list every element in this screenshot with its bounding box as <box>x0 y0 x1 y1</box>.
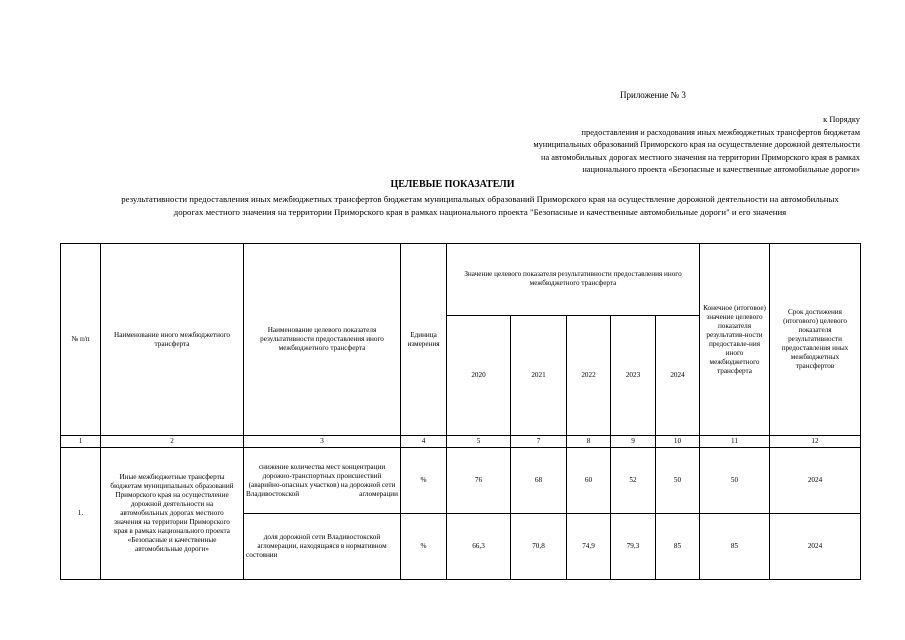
header-indicator-name: Наименование целевого показателя результативности предоставления иного межбюджетного трансферта <box>244 244 401 436</box>
table-row <box>61 448 861 514</box>
header-year: 2020 <box>447 316 511 436</box>
indicator-name: доля дорожной сети Владивостокской агломерации, находящаяся в нормативном состоянии <box>244 514 401 580</box>
column-number: 8 <box>567 436 611 448</box>
order-reference <box>440 114 860 177</box>
column-number: 5 <box>447 436 511 448</box>
unit-cell: % <box>401 514 447 580</box>
value-cell: 74,9 <box>567 514 611 580</box>
column-number: 4 <box>401 436 447 448</box>
value-cell: 68 <box>511 448 567 514</box>
value-cell: 76 <box>447 448 511 514</box>
column-number: 12 <box>770 436 861 448</box>
indicator-name: снижение количества мест концентрации дорожно-транспортных происшествий (аварийно-опасных участков) на дорожной сети Владивостокской агломерации <box>244 448 401 514</box>
deadline-cell: 2024 <box>770 448 861 514</box>
document-title: ЦЕЛЕВЫЕ ПОКАЗАТЕЛИ <box>390 179 515 190</box>
value-cell: 50 <box>656 448 700 514</box>
header-year: 2024 <box>656 316 700 436</box>
column-number: 11 <box>700 436 770 448</box>
header-final-value: Конечное (итоговое) значение целевого показателя результатив-ности предоставле-ния иного межбюджетного трансферта <box>700 244 770 436</box>
value-cell: 70,8 <box>511 514 567 580</box>
row-number: 1. <box>61 448 101 580</box>
value-cell: 60 <box>567 448 611 514</box>
value-cell: 79,3 <box>611 514 656 580</box>
order-reference-line: к Порядку <box>823 115 860 124</box>
header-num: № п/п <box>61 244 101 436</box>
header-deadline: Срок достижения (итогового) целевого показателя результативности предоставления иных межбюджетных трансфертов <box>770 244 861 436</box>
column-number: 7 <box>511 436 567 448</box>
deadline-cell: 2024 <box>770 514 861 580</box>
column-number: 10 <box>656 436 700 448</box>
order-reference-line: предоставления и расходования иных межбюджетных трансфертов бюджетам <box>581 127 860 137</box>
header-values-group: Значение целевого показателя результативности предоставления иного межбюджетного трансферта <box>447 244 700 316</box>
transfer-name: Иные межбюджетные трансферты бюджетам муниципальных образований Приморского края на осуществление дорожной деятельности на автомобильных дорогах местного значения на территории Приморского края в рамках национального проекта «Безопасные и качественные автомобильные дороги» <box>101 448 244 580</box>
annex-label: Приложение № 3 <box>620 90 686 100</box>
final-value-cell: 50 <box>700 448 770 514</box>
column-number: 2 <box>101 436 244 448</box>
final-value-cell: 85 <box>700 514 770 580</box>
column-number: 9 <box>611 436 656 448</box>
order-reference-line: муниципальных образований Приморского края на осуществление дорожной деятельности <box>533 140 860 149</box>
indicators-table <box>60 243 861 580</box>
unit-cell: % <box>401 448 447 514</box>
header-year: 2023 <box>611 316 656 436</box>
order-reference-line: на автомобильных дорогах местного значения на территории Приморского края в рамках <box>541 152 860 162</box>
header-transfer-name: Наименование иного межбюджетного трансферта <box>101 244 244 436</box>
value-cell: 85 <box>656 514 700 580</box>
header-year: 2021 <box>511 316 567 436</box>
value-cell: 66,3 <box>447 514 511 580</box>
document-subtitle: результативности предоставления иных межбюджетных трансфертов бюджетам муниципальных образований Приморского края на осуществление дорожной деятельности на автомобильных дорогах местного значения на территории Приморского края в рамках национального проекта "Безопасные и качественные автомобильные дороги" и его значения <box>121 194 839 217</box>
header-year: 2022 <box>567 316 611 436</box>
header-unit: Единица измерения <box>401 244 447 436</box>
column-number: 3 <box>244 436 401 448</box>
order-reference-line: национального проекта «Безопасные и качественные автомобильные дороги» <box>582 165 860 174</box>
value-cell: 52 <box>611 448 656 514</box>
column-number: 1 <box>61 436 101 448</box>
